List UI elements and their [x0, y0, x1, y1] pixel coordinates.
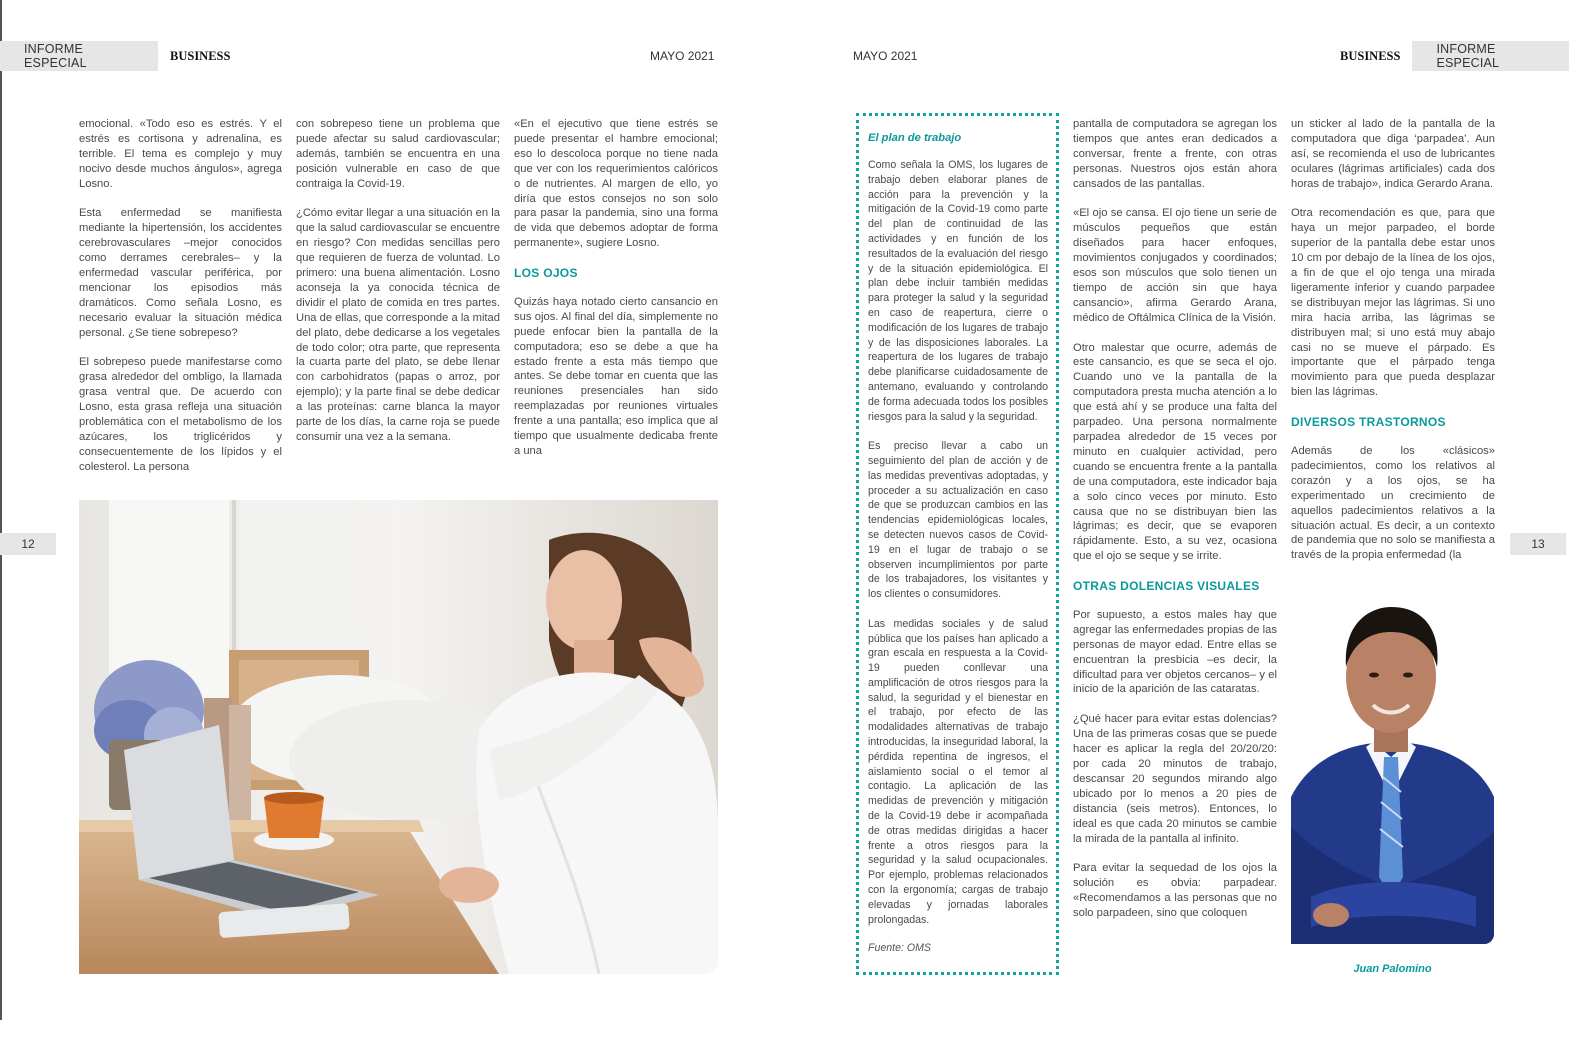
- portrait-caption: Juan Palomino: [1353, 963, 1432, 975]
- stressed-woman-photo: [79, 500, 718, 974]
- paragraph: «El ojo se cansa. El ojo tiene un serie de músculos pequeños que están diseñados para hacer enfoques, movimientos conjugados y coordinados; esos son músculos que solo tienen un tiempo de acción sin que haya cansancio», afirma Gerardo Arana, médico de Oftálmica Clínica de la Visión.: [1073, 207, 1277, 324]
- box-source: Fuente: OMS: [868, 942, 931, 955]
- right-section-tab: INFORME ESPECIAL: [1412, 41, 1569, 71]
- paragraph: Para evitar la sequedad de los ojos la solución es obvia: parpadear. «Recomendamos a las personas que no solo parpadeen, sino que coloquen: [1073, 862, 1277, 920]
- spread-edge: [0, 0, 2, 1020]
- box-paragraph: Es preciso llevar a cabo un seguimiento del plan de acción y de las medidas preventivas adoptadas, y proceder a su actualización en caso de que se produzcan cambios en las tendencias epidemiológicas locales, se detecten nuevos casos de Covid-19 en el lugar de trabajo o se observen incumplimientos por parte de los trabajadores, los visitantes y los clientes o consumidores.: [868, 440, 1048, 601]
- paragraph: Otro malestar que ocurre, además de este cansancio, es que se seca el ojo. Cuando uno ve la pantalla de la computadora presta mucha atención a lo que está ahí y se produce una falta del parpadeo. Una persona normalmente parpadea alrededor de 15 veces por minuto en cualquier actividad, pero cuando se encuentra frente a la pantalla de una computadora, este indicador baja a solo cinco veces por minuto. Esto causa que no se distribuyan bien las lágrimas; es decir, que se evaporen rápidamente. Esto, a su vez, ocasiona que el ojo se seque y se irrite.: [1073, 341, 1277, 563]
- paragraph: ¿Qué hacer para evitar estas dolencias? Una de las primeras cosas que se puede hacer es aplicar la regla del 20/20/20: por cada 20 minutos de trabajo, descansar 20 segundos mirando algo ubicado por lo menos a 20 pies de distancia (seis metros). Entonces, lo ideal es que cada 20 minutos se cambie la mirada de la pantalla al infinito.: [1073, 713, 1277, 845]
- box-paragraph: Como señala la OMS, los lugares de trabajo deben elaborar planes de acción para la prevención y la mitigación de la Covid-19 como parte del plan de continuidad de las actividades y en función de los resultados de la evaluación del riesgo y de la situación epidemiológica. El plan debe incluir también medidas para proteger la salud y la seguridad en caso de reapertura, cierre o modificación de los lugares de trabajo y de las disposiciones laborales. La reapertura de los lugares de trabajo debe planificarse cuidadosamente de antemano, evaluando y controlando de forma adecuada todos los posibles riesgos para la salud y la seguridad.: [868, 159, 1048, 423]
- box-title: El plan de trabajo: [868, 132, 962, 144]
- left-brand: BUSINESS: [170, 48, 231, 63]
- paragraph: Quizás haya notado cierto cansancio en sus ojos. Al final del día, simplemente no puede enfocar bien la pantalla de la computadora; eso se debe a que ha estado frente a esta más tiempo que antes. Se debe tomar en cuenta que las reuniones presenciales han sido reemplazadas por reuniones virtuales frente a una pantalla; eso implica que al tiempo que usualmente dedicaba frente a una: [514, 295, 718, 458]
- paragraph: Esta enfermedad se manifiesta mediante la hipertensión, los accidentes cerebrovasculares –mejor conocidos como derrames cerebrales– y la enfermedad vascular periférica, por mencionar los episodios más dramáticos. Como señala Losno, es necesario evaluar la situación médica personal. ¿Se tiene sobrepeso?: [79, 207, 282, 339]
- paragraph: ¿Cómo evitar llegar a una situación en la que la salud cardiovascular se encuentre en riesgo? Con medidas sencillas pero que requieren de fuerza de voluntad. Lo primero: una buena alimentación. Losno aconseja la ya conocida técnica de dividir el plato de comida en tres partes. Una de ellas, que corresponde a la mitad del plato, debe dedicarse a los vegetales de todo color; otra parte, que representa la cuarta parte del plato, se debe llenar con carbohidratos (papas o arroz, por ejemplo); y la parte final se debe dedicar a las proteínas: carne blanca la mayor parte de los días, la carne roja se puede consumir una vez a la semana.: [296, 207, 500, 444]
- box-paragraph: Las medidas sociales y de salud pública que los países han aplicado a gran escala en respuesta a la Covid-19 pueden conllevar una amplificación de otros riesgos para la salud, la seguridad y el bienestar en el trabajo, por efecto de las modalidades alternativas de trabajo introducidas, la inseguridad laboral, la pérdida repentina de ingresos, el aislamiento social o el temor al contagio. La aplicación de las medidas de prevención y mitigación de la Covid-19 debe ir acompañada de otras medidas dirigidas a hacer frente a otros riesgos para la seguridad y la salud ocupacionales. Por ejemplo, problemas relacionados con la ergonomía; cargas de trabajo elevadas y jornadas laborales prolongadas.: [868, 617, 1048, 926]
- page-number-left: 12: [0, 533, 56, 555]
- right-brand: BUSINESS: [1340, 48, 1401, 63]
- paragraph: El sobrepeso puede manifestarse como grasa alrededor del ombligo, la llamada grasa ventral que. De acuerdo con Losno, esta grasa refleja una situación problemática con el metabolismo de los azúcares, los triglicéridos y consecuentemente de los lípidos y el colesterol. La persona: [79, 356, 282, 473]
- paragraph: pantalla de computadora se agregan los tiempos que antes eran dedicados a conversar, frente a frente, con otras personas. Nuestros ojos están ahora cansados de las pantallas.: [1073, 118, 1277, 190]
- left-column-3: [514, 117, 718, 474]
- paragraph: un sticker al lado de la pantalla de la computadora que diga ‘parpadea’. Aun así, se recomienda el uso de lubricantes oculares (lágrimas artificiales) cada dos horas de trabajo», indica Gerardo Arana.: [1291, 118, 1495, 190]
- plan-de-trabajo-box: [856, 113, 1059, 975]
- section-heading-otras-dolencias: OTRAS DOLENCIAS VISUALES: [1073, 579, 1260, 594]
- paragraph: emocional. «Todo eso es estrés. Y el estrés es cortisona y adrenalina, es terrible. El tema es complejo y muy nocivo desde muchos ángulos», agrega Losno.: [79, 118, 282, 190]
- left-column-2: [296, 117, 500, 460]
- paragraph: con sobrepeso tiene un problema que puede afectar su salud cardiovascular; además, también se encuentra en una posición vulnerable en caso de que contraiga la Covid-19.: [296, 118, 500, 190]
- section-heading-diversos-trastornos: DIVERSOS TRASTORNOS: [1291, 415, 1446, 430]
- left-column-1: [79, 117, 282, 490]
- right-column-3: [1291, 117, 1495, 578]
- paragraph: Otra recomendación es que, para que haya un mejor parpadeo, el borde superior de la pantalla debe estar unos 10 cm por debajo de la línea de los ojos, a fin de que el ojo tenga una mirada ligeramente inferior y cuando parpadee se distribuyan mejor las lágrimas. Si uno mira hacia arriba, las lágrimas se distribuyen mal; si uno está muy abajo casi no se mueve el párpado. Es importante que el párpado tenga movimiento para que pueda desplazar bien las lágrimas.: [1291, 207, 1495, 399]
- right-column-2: [1073, 117, 1277, 936]
- left-date: MAYO 2021: [650, 49, 715, 63]
- section-heading-los-ojos: LOS OJOS: [514, 266, 578, 281]
- left-header: [0, 41, 230, 71]
- paragraph: Por supuesto, a estos males hay que agregar las enfermedades propias de las personas de mayor edad. Entre ellas se encuentran la presbicia –es decir, la dificultad para ver objetos cercanos– y el inicio de la aparición de las cataratas.: [1073, 608, 1277, 696]
- right-date: MAYO 2021: [853, 49, 918, 63]
- juan-palomino-portrait: [1291, 597, 1494, 944]
- right-header: [1340, 41, 1569, 71]
- page-number-right: 13: [1510, 533, 1566, 555]
- paragraph: «En el ejecutivo que tiene estrés se puede presentar el hambre emocional; eso lo descoloca porque no tiene nada que ver con los requerimientos calóricos o de nutrientes. Al margen de ello, yo diría que estos consejos no son solo para pasar la pandemia, sino una forma de vida que debemos adoptar de forma permanente», sugiere Losno.: [514, 118, 718, 250]
- left-section-tab: INFORME ESPECIAL: [0, 41, 158, 71]
- paragraph: Además de los «clásicos» padecimientos, como los relativos al corazón y a los ojos, se ha experimentado un crecimiento de aquellos padecimientos relativos a la situación actual. Es decir, a un contexto de pandemia que no solo se manifiesta a través de la propia enfermedad (la: [1291, 445, 1495, 562]
